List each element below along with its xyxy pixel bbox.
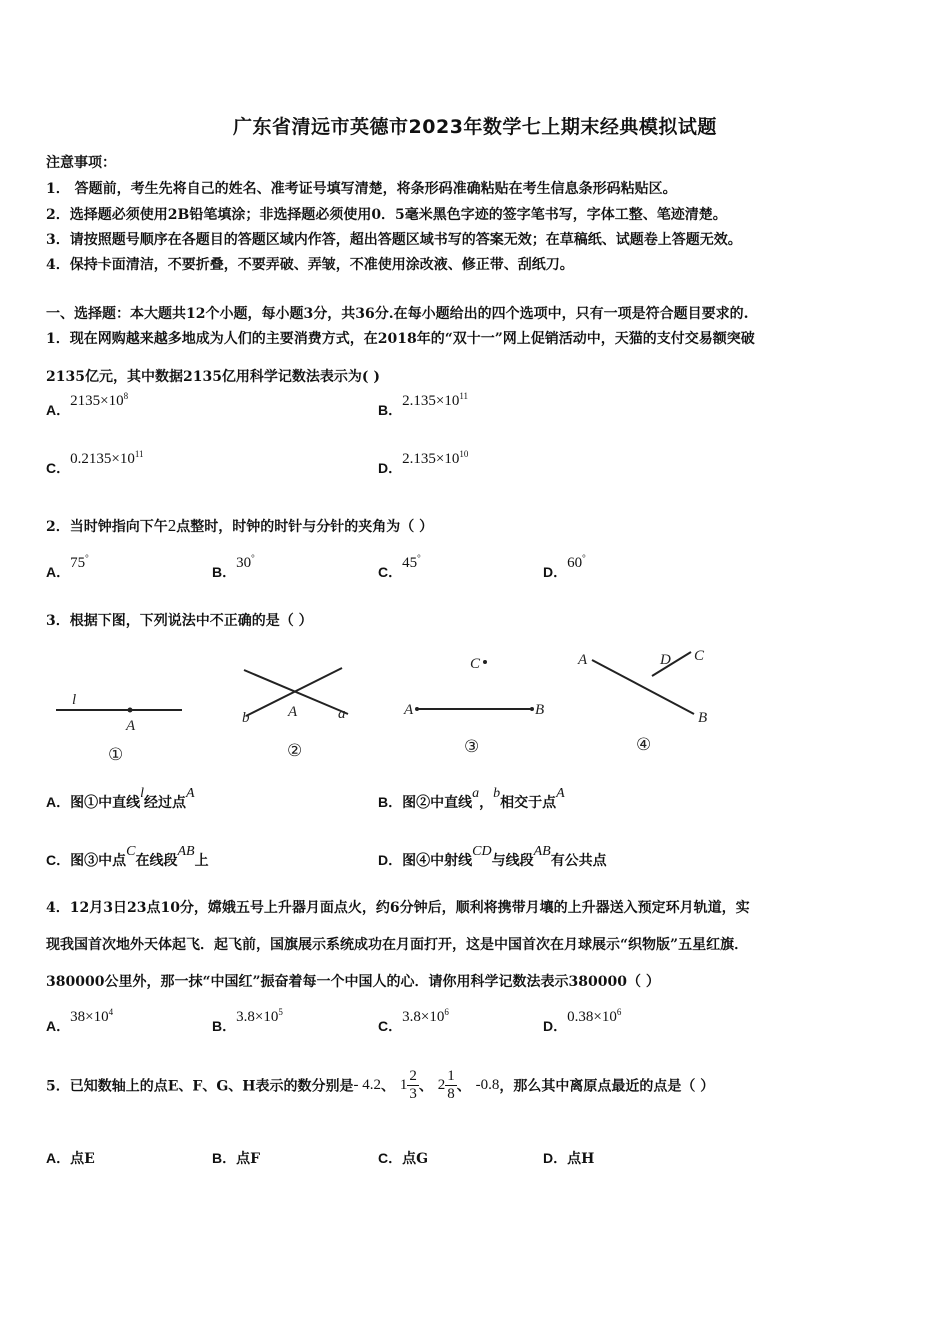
- q5-sep-1: 、: [381, 1078, 396, 1095]
- notice-item-2: 2．选择题必须使用2B铅笔填涂；非选择题必须使用0．5毫米黑色字迹的签字笔书写，字体工整、笔迹清楚。: [46, 207, 727, 223]
- q4-c-exp: 6: [444, 1007, 449, 1017]
- q2-option-a-value: [70, 555, 89, 571]
- figure-3-label-C: C: [470, 656, 481, 672]
- figure-1-label-a: A: [126, 718, 136, 734]
- q1-b-base: 2.135×10: [402, 393, 460, 409]
- q1-c-base: 0.2135×10: [70, 451, 135, 467]
- q4-stem-line1: 4．12月3日23点10分，嫦娥五号上升器月面点火，约6分钟后，顺利将携带月壤的上升器送入预定环月轨道，实: [46, 900, 750, 916]
- figure-2-number: ②: [287, 741, 303, 760]
- figure-3-number: ③: [464, 737, 480, 756]
- q3-option-c-text2: 在线段: [135, 853, 178, 869]
- q3-option-c-math1: C: [126, 844, 136, 859]
- q3-option-d-math1: CD: [472, 844, 492, 859]
- q1-a-base: 2135×10: [70, 393, 124, 409]
- notice-heading: 注意事项：: [46, 155, 116, 171]
- q1-a-exp: 8: [123, 391, 129, 401]
- q5-fraction-g: [445, 1068, 457, 1103]
- q5-f-whole: 1: [399, 1077, 408, 1093]
- q2-option-d-label: D．: [543, 564, 568, 580]
- q2-option-b-label: B．: [212, 564, 237, 580]
- q4-option-a-value: [70, 1009, 113, 1025]
- q3-option-c-text3: 上: [194, 853, 209, 869]
- q3-option-b-text1: 图②中直线: [402, 795, 473, 811]
- q3-figures: [46, 640, 726, 770]
- q1-option-a[interactable]: [46, 391, 129, 420]
- q1-option-d[interactable]: [378, 449, 469, 478]
- q5-option-b-text: 点F: [236, 1151, 261, 1167]
- q1-option-a-label: A．: [46, 402, 71, 418]
- q5-option-c-text: 点G: [402, 1151, 429, 1167]
- q5-option-c-label: C．: [378, 1150, 403, 1166]
- q2-stem-b: 点整时，时钟的时针与分针的夹角为（ ）: [176, 519, 434, 535]
- q5-stem: [46, 1068, 714, 1103]
- q2-option-b[interactable]: [212, 553, 255, 582]
- figure-3-point-b: [530, 707, 534, 711]
- q3-option-b-math2: b: [493, 786, 501, 801]
- q3-stem: 3．根据下图，下列说法中不正确的是（ ）: [46, 613, 313, 629]
- q3-option-d-text3: 有公共点: [550, 853, 607, 869]
- q4-stem-line3: 380000公里外，那一抹“中国红”振奋着每一个中国人的心．请你用科学记数法表示380000（ ）: [46, 974, 660, 990]
- q4-stem-line2: 现我国首次地外天体起飞．起飞前，国旗展示系统成功在月面打开，这是中国首次在月球展示“织物版”五星红旗．: [46, 937, 749, 953]
- q3-option-b-math3: A: [556, 786, 565, 801]
- figure-1-label-l: l: [72, 692, 77, 708]
- figure-4-label-A: A: [578, 652, 588, 668]
- q4-c-base: 3.8×10: [402, 1009, 445, 1025]
- q4-option-c-value: [402, 1009, 449, 1025]
- figure-4-label-B: B: [698, 710, 708, 726]
- figure-3: [403, 656, 544, 756]
- q3-option-d-text1: 图④中射线: [402, 853, 473, 869]
- q4-option-d-value: [567, 1009, 621, 1025]
- figure-1-number: ①: [108, 745, 124, 764]
- q4-option-c-label: C．: [378, 1018, 403, 1034]
- figure-4-label-D: D: [660, 652, 671, 668]
- figure-2-label-b: b: [242, 710, 250, 726]
- q2-d-unit: °: [582, 553, 586, 563]
- q1-stem-line2: 2135亿元，其中数据2135亿用科学记数法表示为( ): [46, 369, 381, 385]
- q3-option-a-text1: 图①中直线: [70, 795, 141, 811]
- q2-option-d-value: [567, 555, 586, 571]
- notice-item-1: 1． 答题前，考生先将自己的姓名、准考证号填写清楚，将条形码准确粘贴在考生信息条形码粘贴区。: [46, 181, 677, 197]
- q5-value-h: -0.8: [475, 1077, 500, 1093]
- q5-option-a[interactable]: [46, 1148, 95, 1168]
- q1-option-b[interactable]: [378, 391, 469, 420]
- q2-option-c-label: C．: [378, 564, 403, 580]
- page-title: 广东省清远市英德市2023年数学七上期末经典模拟试题: [233, 116, 717, 138]
- q2-c-value: 45: [402, 555, 418, 571]
- figure-4-label-C: C: [694, 648, 705, 664]
- q3-option-c-math2: AB: [177, 844, 195, 859]
- q5-option-a-text: 点E: [70, 1151, 95, 1167]
- q5-option-a-label: A．: [46, 1150, 71, 1166]
- q5-g-denominator: 8: [447, 1086, 455, 1102]
- figure-3-point-c: [483, 660, 487, 664]
- q3-option-d-text2: 与线段: [491, 853, 534, 869]
- q2-stem-num: 2: [167, 516, 177, 535]
- figure-2-label-a: a: [338, 706, 346, 722]
- figure-3-point-a: [415, 707, 419, 711]
- q5-fraction-f: [407, 1068, 419, 1103]
- q2-c-unit: °: [417, 553, 421, 563]
- q4-option-b-label: B．: [212, 1018, 237, 1034]
- figure-3-label-B: B: [535, 702, 545, 718]
- figure-3-label-A: A: [404, 702, 414, 718]
- figure-2: [242, 668, 348, 760]
- q2-b-value: 30: [236, 555, 252, 571]
- q3-option-b[interactable]: [378, 786, 565, 812]
- q1-b-exp: 11: [459, 391, 469, 401]
- q2-option-a-label: A．: [46, 564, 71, 580]
- q3-option-b-text2: ，: [479, 795, 494, 811]
- q5-f-numerator: 2: [409, 1068, 417, 1084]
- q4-option-d-label: D．: [543, 1018, 568, 1034]
- q5-sep-2: 、: [418, 1078, 433, 1095]
- q2-d-value: 60: [567, 555, 583, 571]
- q3-option-d[interactable]: [378, 844, 607, 870]
- figure-1: [56, 692, 182, 764]
- q4-d-base: 0.38×10: [567, 1009, 617, 1025]
- q1-option-b-value: [402, 393, 468, 409]
- q2-b-unit: °: [251, 553, 255, 563]
- q1-option-a-value: [70, 393, 128, 409]
- q5-option-d-text: 点H: [567, 1151, 595, 1167]
- q5-stem-a: 5．已知数轴上的点E、F、G、H表示的数分别是: [46, 1078, 354, 1095]
- q5-value-e: - 4.2: [353, 1077, 382, 1093]
- figure-1-point: [128, 708, 133, 713]
- q3-option-a-math2: A: [186, 786, 195, 801]
- q4-b-base: 3.8×10: [236, 1009, 279, 1025]
- q1-option-c-label: C．: [46, 460, 71, 476]
- q2-option-a[interactable]: [46, 553, 89, 582]
- q3-option-c-text1: 图③中点: [70, 853, 127, 869]
- q4-option-d[interactable]: [543, 1007, 622, 1036]
- figure-2-label-A: A: [288, 704, 298, 720]
- q3-option-b-label: B．: [378, 794, 403, 810]
- q5-sep-3: 、: [456, 1078, 471, 1095]
- q5-option-d-label: D．: [543, 1150, 568, 1166]
- q5-option-c[interactable]: [378, 1148, 428, 1168]
- q3-option-a-math1: l: [140, 786, 145, 801]
- q2-a-unit: °: [85, 553, 89, 563]
- q5-option-b[interactable]: [212, 1148, 260, 1168]
- figure-4: [577, 648, 707, 754]
- q2-stem-a: 2．当时钟指向下午: [46, 519, 168, 535]
- q5-g-numerator: 1: [447, 1068, 455, 1084]
- q3-option-c[interactable]: [46, 844, 209, 870]
- notice-item-3: 3．请按照题号顺序在各题目的答题区域内作答，超出答题区域书写的答案无效；在草稿纸、试题卷上答题无效。: [46, 232, 742, 248]
- q3-option-b-math1: a: [472, 786, 480, 801]
- q2-option-d[interactable]: [543, 553, 586, 582]
- q5-stem-b: ，那么其中离原点最近的点是（ ）: [499, 1078, 715, 1095]
- q5-option-d[interactable]: [543, 1148, 594, 1168]
- q1-d-exp: 10: [459, 449, 469, 459]
- figure-4-number: ④: [636, 735, 652, 754]
- q2-stem: [46, 516, 433, 536]
- notice-item-4: 4．保持卡面清洁，不要折叠，不要弄破、弄皱，不准使用涂改液、修正带、刮纸刀。: [46, 257, 574, 273]
- q1-c-exp: 11: [134, 449, 144, 459]
- q2-option-c-value: [402, 555, 421, 571]
- q4-d-exp: 6: [616, 1007, 622, 1017]
- q4-option-b-value: [236, 1009, 283, 1025]
- q2-option-c[interactable]: [378, 553, 421, 582]
- q3-option-a-text2: 经过点: [144, 795, 187, 811]
- q4-a-exp: 4: [108, 1007, 114, 1017]
- q4-option-c[interactable]: [378, 1007, 449, 1036]
- q3-option-c-label: C．: [46, 852, 71, 868]
- q2-option-b-value: [236, 555, 255, 571]
- q3-option-b-text3: 相交于点: [500, 795, 557, 811]
- q1-option-d-value: [402, 451, 468, 467]
- q4-option-a[interactable]: [46, 1007, 114, 1036]
- q5-option-b-label: B．: [212, 1150, 237, 1166]
- q3-option-d-math2: AB: [533, 844, 551, 859]
- q1-option-c[interactable]: [46, 449, 144, 478]
- q5-g-whole: 2: [437, 1077, 446, 1093]
- q3-option-d-label: D．: [378, 852, 403, 868]
- q1-stem-line1: 1．现在网购越来越多地成为人们的主要消费方式，在2018年的“双十一”网上促销活动中，天猫的支付交易额突破: [46, 331, 755, 347]
- figure-4-ray: [652, 652, 691, 676]
- q4-option-b[interactable]: [212, 1007, 283, 1036]
- q2-a-value: 75: [70, 555, 86, 571]
- section-heading: 一、选择题：本大题共12个小题，每小题3分，共36分.在每小题给出的四个选项中，只有一项是符合题目要求的.: [46, 306, 749, 322]
- q4-b-exp: 5: [278, 1007, 283, 1017]
- q4-option-a-label: A．: [46, 1018, 71, 1034]
- figure-4-segment: [592, 660, 694, 714]
- q3-option-a[interactable]: [46, 786, 195, 812]
- q3-option-a-label: A．: [46, 794, 71, 810]
- q1-option-b-label: B．: [378, 402, 403, 418]
- q1-option-d-label: D．: [378, 460, 403, 476]
- q5-f-denominator: 3: [409, 1086, 417, 1102]
- q1-option-c-value: [70, 451, 143, 467]
- q1-d-base: 2.135×10: [402, 451, 460, 467]
- q4-a-base: 38×10: [70, 1009, 109, 1025]
